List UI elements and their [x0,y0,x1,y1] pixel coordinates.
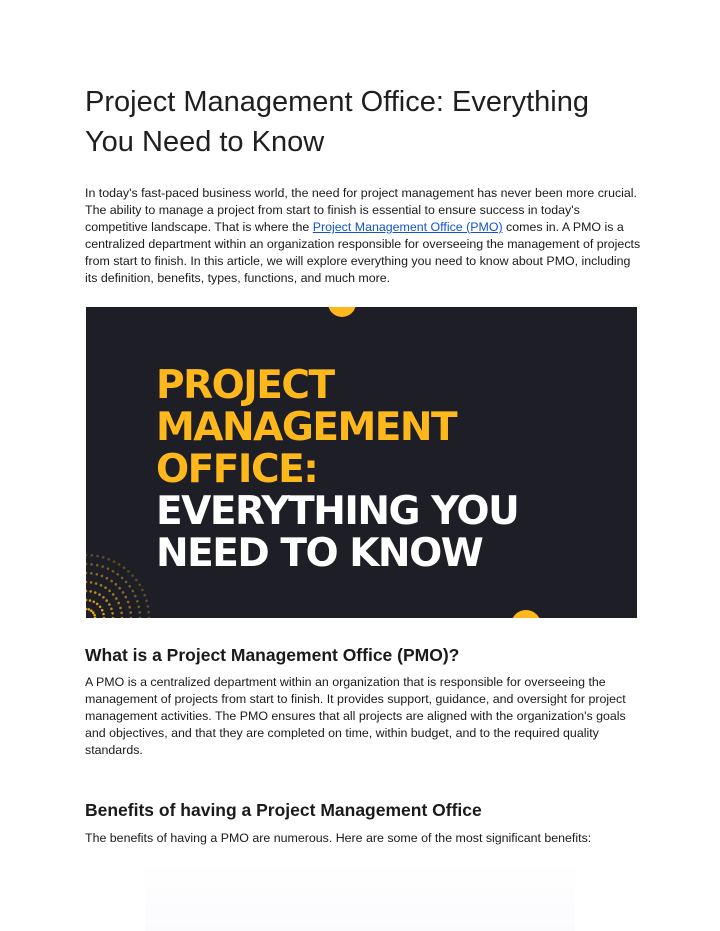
pattern-dot [108,590,111,593]
pattern-dot [89,599,92,602]
page-bottom-shade [145,860,575,931]
pattern-dot [125,581,128,584]
pattern-dot [100,584,103,587]
pattern-dot [102,613,105,616]
intro-text-before-link: In today's fast-paced business world, the need for project management has never been more crucial. The ability to manage a project from start to finish is essential to ensure success in today's competitive landscape. That is where the [85,186,637,234]
pattern-dot [108,558,111,561]
pattern-dot [121,577,124,580]
banner-line-4: EVERYTHING YOU [156,489,519,534]
banner-line-2: MANAGEMENT [156,405,457,450]
section-heading-what-is-pmo: What is a Project Management Office (PMO)? [85,645,460,665]
banner-headline [156,365,518,575]
pattern-dot [138,584,141,587]
pattern-dot [130,617,133,618]
pattern-dot [123,566,126,569]
pattern-dot [147,611,150,614]
pattern-dot [91,554,94,557]
pattern-dot [96,555,99,558]
pattern-dot [101,565,104,568]
article-title: Project Management Office: Everything You Need to Know [85,86,589,158]
pattern-dot [86,554,87,557]
pattern-dot [108,603,111,606]
pattern-dot [117,602,120,605]
top-accent-circle [328,307,356,317]
pattern-dot [103,617,106,618]
pattern-dot [127,601,130,604]
pattern-dot [139,617,142,618]
pattern-dot [96,603,99,606]
pattern-dot [102,556,105,559]
pattern-dot [147,605,150,608]
bottom-accent-circle [511,610,541,618]
pattern-dot [148,617,151,618]
pattern-dot [115,597,118,600]
pattern-dot [106,577,109,580]
pattern-dot [116,573,119,576]
pattern-dot [105,599,108,602]
pattern-dot [99,606,102,609]
pattern-dot [96,564,99,567]
pattern-dot [86,599,87,602]
pattern-dot [90,581,93,584]
pattern-dot [86,608,87,611]
dotted-arc-pattern [86,554,150,618]
pattern-dot [90,563,93,566]
pattern-dot [110,608,113,611]
pmo-link[interactable]: Project Management Office (PMO) [312,220,503,234]
pattern-dot [90,609,93,612]
banner-line-3: OFFICE: [156,447,318,492]
pattern-dot [101,575,104,578]
pattern-dot [89,590,92,593]
pattern-dot [138,611,141,614]
pattern-dot [94,591,97,594]
pattern-dot [132,590,135,593]
pattern-dot [95,582,98,585]
pattern-dot [113,560,116,563]
pattern-dot [135,579,138,582]
pattern-dot [118,563,121,566]
pattern-dot [145,600,148,603]
pattern-dot [96,573,99,576]
pattern-dot [110,580,113,583]
pattern-dot [93,614,96,617]
pattern-dot [138,606,141,609]
pattern-dot [121,617,124,618]
pattern-dot [143,594,146,597]
pattern-dot [86,590,87,593]
pattern-dot [122,591,125,594]
pattern-dot [86,581,87,584]
pattern-dot [86,563,87,566]
pattern-dot [98,593,101,596]
pattern-dot [125,596,128,599]
pattern-dot [119,607,122,610]
pattern-dot [118,587,121,590]
section-body-benefits: The benefits of having a PMO are numerous. Here are some of the most significant benefits: [85,831,592,845]
pattern-dot [112,617,115,618]
banner-line-1: PROJECT [156,363,334,408]
intro-paragraph [85,185,645,287]
intro-text-after-link: comes in. A PMO is a centralized department within an organization responsible for overseeing the management of projects from start to finish. In this article, we will explore everything you need to know about PMO, including its definition, benefits, types, functions, and much more. [85,220,641,285]
pattern-dot [112,570,115,573]
section-heading-benefits: Benefits of having a Project Management Office [85,800,482,820]
pattern-dot [107,567,110,570]
pattern-dot [92,611,95,614]
pattern-dot [128,585,131,588]
pattern-dot [131,574,134,577]
pattern-dot [90,572,93,575]
pattern-dot [128,606,131,609]
pattern-dot [112,593,115,596]
pattern-dot [86,572,87,575]
pattern-dot [127,570,130,573]
pattern-dot [111,612,114,615]
pattern-dot [129,611,132,614]
banner-line-5: NEED TO KNOW [156,531,483,576]
pattern-dot [102,596,105,599]
hero-banner-image [86,307,637,618]
pattern-dot [94,617,97,618]
pattern-dot [141,589,144,592]
pattern-dot [93,601,96,604]
pattern-dot [104,586,107,589]
pattern-dot [134,595,137,598]
pattern-dot [101,609,104,612]
pattern-dot [115,583,118,586]
pattern-dot [120,612,123,615]
pattern-dot [136,600,139,603]
pattern-dot [88,608,91,611]
section-body-what-is-pmo: A PMO is a centralized department within an organization that is responsible for overseeing the management of projects from start to finish. It provides support, guidance, and oversight for project management activities. The PMO ensures that all projects are aligned with the organization's goals and objectives, and that they are completed on time, within budget, and to the required quality standards. [85,675,626,757]
